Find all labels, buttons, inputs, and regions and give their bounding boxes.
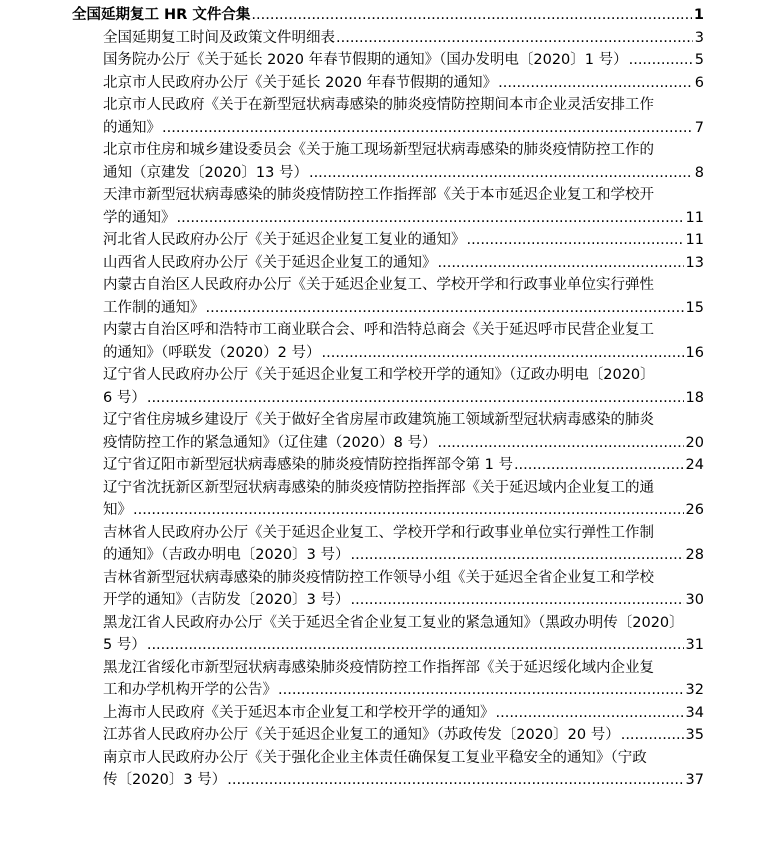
toc-entry-text-line: 南京市人民政府办公厅《关于强化企业主体责任确保复工复业平稳安全的通知》（宁政 [103, 749, 647, 766]
toc-entry[interactable] [0, 409, 780, 454]
toc-page-number: 35 [685, 727, 704, 743]
toc-dot-leader [496, 702, 684, 725]
toc-page-number: 3 [694, 29, 704, 46]
toc-entry-last-line [0, 72, 780, 95]
toc-page-number: 5 [694, 52, 704, 68]
toc-entry-last-line [0, 454, 780, 477]
toc-entry[interactable] [0, 364, 780, 409]
toc-entry-last-line [0, 724, 780, 747]
toc-entry-text-line: 北京市住房和城乡建设委员会《关于施工现场新型冠状病毒感染的肺炎疫情防控工作的 [103, 142, 654, 158]
toc-dot-leader [514, 454, 684, 477]
toc-dot-leader [438, 252, 684, 275]
table-of-contents [0, 4, 780, 792]
toc-entry-last-line [0, 297, 780, 320]
toc-entry-text-line: 辽宁省辽阳市新型冠状病毒感染的肺炎疫情防控指挥部令第 1 号 [103, 457, 513, 473]
toc-dot-leader [351, 589, 684, 612]
toc-entry-last-line [0, 117, 780, 140]
toc-page-number: 26 [685, 502, 704, 518]
toc-entry-last-line [0, 27, 780, 50]
toc-dot-leader [162, 117, 693, 140]
toc-entry[interactable] [0, 567, 780, 612]
toc-entry-text-line: 北京市人民政府《关于在新型冠状病毒感染的肺炎疫情防控期间本市企业灵活安排工作 [103, 97, 654, 113]
toc-entry-text-line: 国务院办公厅《关于延长 2020 年春节假期的通知》（国办发明电〔2020〕1 号） [103, 52, 628, 68]
toc-entry-last-line [0, 252, 780, 275]
toc-entry[interactable] [0, 184, 780, 229]
toc-page-number: 32 [685, 682, 704, 698]
toc-dot-leader [467, 229, 684, 252]
toc-entry-text-line: 江苏省人民政府办公厅《关于延迟企业复工的通知》（苏政传发〔2020〕20 号） [103, 727, 620, 743]
toc-entry-text-line: 内蒙古自治区人民政府办公厅《关于延迟企业复工、学校开学和行政事业单位实行弹性 [103, 277, 654, 293]
toc-dot-leader [147, 634, 684, 657]
toc-dot-leader [498, 72, 693, 95]
toc-page-number: 18 [685, 389, 704, 406]
toc-entry-last-line [0, 162, 780, 185]
toc-entry-text-line: 知》 [103, 502, 132, 518]
toc-entry[interactable] [0, 274, 780, 319]
toc-entry[interactable] [0, 49, 780, 72]
toc-page-number: 11 [685, 232, 704, 248]
toc-entry[interactable] [0, 724, 780, 747]
toc-page-number: 8 [694, 164, 704, 181]
toc-entry-last-line [0, 702, 780, 725]
toc-page-number: 1 [693, 7, 704, 23]
toc-entry-text-line: 山西省人民政府办公厅《关于延迟企业复工的通知》 [103, 254, 437, 271]
toc-entry-last-line [0, 342, 780, 365]
toc-page-number: 30 [685, 592, 704, 608]
toc-entry-last-line [0, 229, 780, 252]
toc-entry-text-line: 上海市人民政府《关于延迟本市企业复工和学校开学的通知》 [103, 704, 495, 721]
toc-page-number: 31 [685, 637, 704, 653]
toc-entry-text-line: 天津市新型冠状病毒感染的肺炎疫情防控工作指挥部《关于本市延迟企业复工和学校开 [103, 187, 654, 203]
toc-entry-last-line [0, 769, 780, 792]
toc-entry-text-line: 黑龙江省人民政府办公厅《关于延迟全省企业复工复业的紧急通知》（黑政办明传〔2020〕 [103, 614, 684, 631]
toc-entry[interactable] [0, 229, 780, 252]
toc-entry-text-line: 内蒙古自治区呼和浩特市工商业联合会、呼和浩特总商会《关于延迟呼市民营企业复工 [103, 322, 654, 338]
toc-entry-text-line: 疫情防控工作的紧急通知》（辽住建（2020）8 号） [103, 434, 437, 451]
toc-page-number: 6 [694, 74, 704, 91]
toc-dot-leader [278, 679, 684, 702]
toc-entry-text-line: 吉林省新型冠状病毒感染的肺炎疫情防控工作领导小组《关于延迟全省企业复工和学校 [103, 569, 654, 586]
toc-entry[interactable] [0, 657, 780, 702]
toc-entry-text-line: 的通知》 [103, 119, 161, 136]
toc-entry[interactable] [0, 139, 780, 184]
toc-entry-text-line: 辽宁省住房城乡建设厅《关于做好全省房屋市政建筑施工领域新型冠状病毒感染的肺炎 [103, 412, 654, 428]
toc-dot-leader [351, 544, 684, 567]
toc-entry-last-line [0, 432, 780, 455]
toc-entry-text-line: 辽宁省人民政府办公厅《关于延迟企业复工和学校开学的通知》（辽政办明电〔2020〕 [103, 367, 655, 383]
toc-heading[interactable] [0, 4, 780, 27]
toc-entry-text-line: 的通知》（吉政办明电〔2020〕3 号） [103, 547, 350, 563]
toc-dot-leader [336, 27, 693, 50]
toc-dot-leader [177, 207, 684, 230]
toc-dot-leader [621, 724, 684, 747]
toc-entry-text-line: 传〔2020〕3 号） [103, 772, 227, 788]
toc-dot-leader [227, 769, 683, 792]
toc-entry-last-line [0, 387, 780, 410]
toc-entry-text-line: 北京市人民政府办公厅《关于延长 2020 年春节假期的通知》 [103, 74, 498, 91]
toc-entry[interactable] [0, 477, 780, 522]
toc-dot-leader [322, 342, 684, 365]
toc-entry[interactable] [0, 522, 780, 567]
toc-entry-last-line [0, 634, 780, 657]
toc-entry[interactable] [0, 252, 780, 275]
toc-dot-leader [206, 297, 684, 320]
toc-page-number: 28 [685, 547, 704, 563]
toc-page-number: 13 [685, 254, 704, 271]
toc-entry-last-line [0, 589, 780, 612]
toc-page-number: 34 [685, 704, 704, 721]
toc-dot-leader [309, 162, 693, 185]
toc-entry-last-line [0, 544, 780, 567]
toc-entry-text-line: 5 号） [103, 637, 146, 653]
toc-page-number: 11 [685, 209, 704, 226]
toc-page-number: 16 [685, 344, 704, 361]
toc-dot-leader [147, 387, 684, 410]
toc-entry[interactable] [0, 94, 780, 139]
toc-dot-leader [437, 432, 683, 455]
toc-dot-leader [133, 499, 684, 522]
toc-entry[interactable] [0, 747, 780, 792]
toc-dot-leader [251, 4, 692, 27]
toc-page-number: 7 [694, 119, 704, 136]
toc-entry-text-line: 学的通知》 [103, 209, 176, 226]
toc-entry-text-line: 河北省人民政府办公厅《关于延迟企业复工复业的通知》 [103, 232, 466, 248]
toc-entry[interactable] [0, 27, 780, 50]
toc-entry-text-line: 吉林省人民政府办公厅《关于延迟企业复工、学校开学和行政事业单位实行弹性工作制 [103, 524, 654, 541]
toc-entry-last-line [0, 679, 780, 702]
toc-entry-text-line: 工和办学机构开学的公告》 [103, 682, 277, 698]
toc-entry[interactable] [0, 702, 780, 725]
toc-entry[interactable] [0, 319, 780, 364]
toc-entry-last-line [0, 49, 780, 72]
toc-entry-text-line: 通知（京建发〔2020〕13 号） [103, 164, 308, 181]
toc-entry-text-line: 工作制的通知》 [103, 299, 205, 316]
toc-entry[interactable] [0, 454, 780, 477]
toc-dot-leader [629, 49, 693, 72]
toc-entry-text-line: 开学的通知》（吉防发〔2020〕3 号） [103, 592, 350, 608]
toc-entry-list [0, 27, 780, 792]
toc-entry-text-line: 辽宁省沈抚新区新型冠状病毒感染的肺炎疫情防控指挥部《关于延迟域内企业复工的通 [103, 479, 654, 496]
toc-entry-text-line: 6 号） [103, 389, 146, 406]
toc-entry-text-line: 的通知》（呼联发（2020）2 号） [103, 344, 321, 361]
toc-heading-title: 全国延期复工 HR 文件合集 [72, 7, 251, 23]
toc-entry-last-line [0, 207, 780, 230]
toc-page-number: 24 [685, 457, 704, 473]
toc-entry[interactable] [0, 72, 780, 95]
toc-entry[interactable] [0, 612, 780, 657]
toc-entry-text-line: 全国延期复工时间及政策文件明细表 [103, 29, 335, 46]
toc-entry-last-line [0, 499, 780, 522]
toc-page-number: 37 [685, 772, 704, 788]
toc-page-number: 20 [685, 434, 704, 451]
toc-page-number: 15 [685, 299, 704, 316]
toc-entry-text-line: 黑龙江省绥化市新型冠状病毒感染肺炎疫情防控工作指挥部《关于延迟绥化域内企业复 [103, 659, 654, 676]
